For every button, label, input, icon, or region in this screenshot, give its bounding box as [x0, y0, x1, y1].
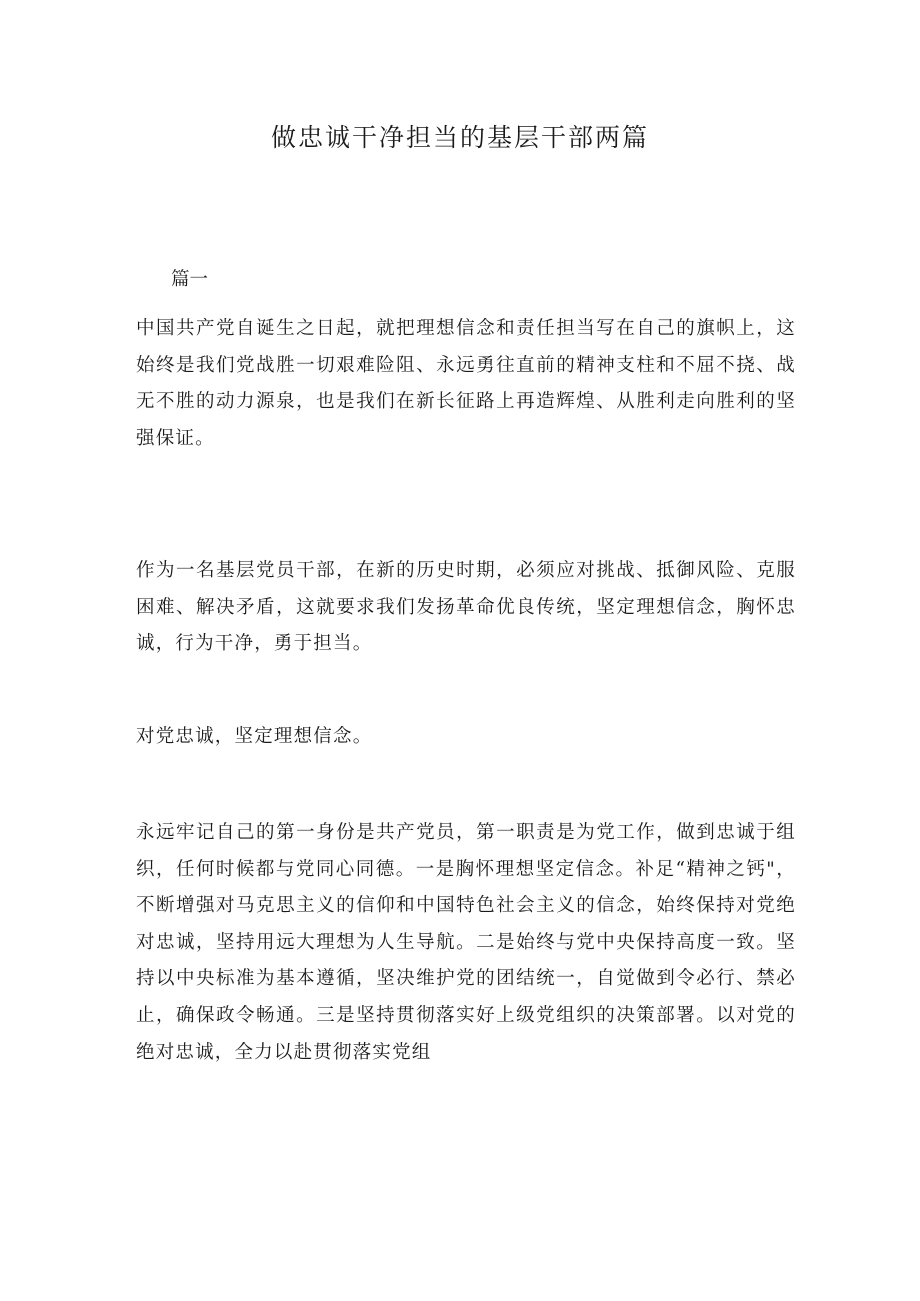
section-label: 篇一: [171, 269, 209, 290]
paragraph: 中国共产党自诞生之日起，就把理想信念和责任担当写在自己的旗帜上，这始终是我们党战胜一切艰难险阻、永远勇往直前的精神支柱和不屈不挠、战无不胜的动力源泉，也是我们在新长征路上再造辉煌、从胜利走向胜利的坚强保证。: [136, 318, 796, 449]
document-title: 做忠诚干净担当的基层干部两篇: [270, 123, 649, 152]
paragraph: 作为一名基层党员干部，在新的历史时期，必须应对挑战、抵御风险、克服困难、解决矛盾，这就要求我们发扬革命优良传统，坚定理想信念，胸怀忠诚，行为干净，勇于担当。: [136, 560, 796, 655]
paragraph-heading: 对党忠诚，坚定理想信念。: [136, 726, 373, 747]
paragraph: 永远牢记自己的第一身份是共产党员，第一职责是为党工作，做到忠诚于组织，任何时候都与党同心同德。一是胸怀理想坚定信念。补足“精神之钙"，不断增强对马克思主义的信仰和中国特色社会主义的信念，始终保持对党绝对忠诚，坚持用远大理想为人生导航。二是始终与党中央保持高度一致。坚持以中央标准为基本遵循，坚决维护党的团结统一，自觉做到令必行、禁必止，确保政令畅通。三是坚持贯彻落实好上级党组织的决策部署。以对党的绝对忠诚，全力以赴贯彻落实党组: [136, 822, 796, 1063]
